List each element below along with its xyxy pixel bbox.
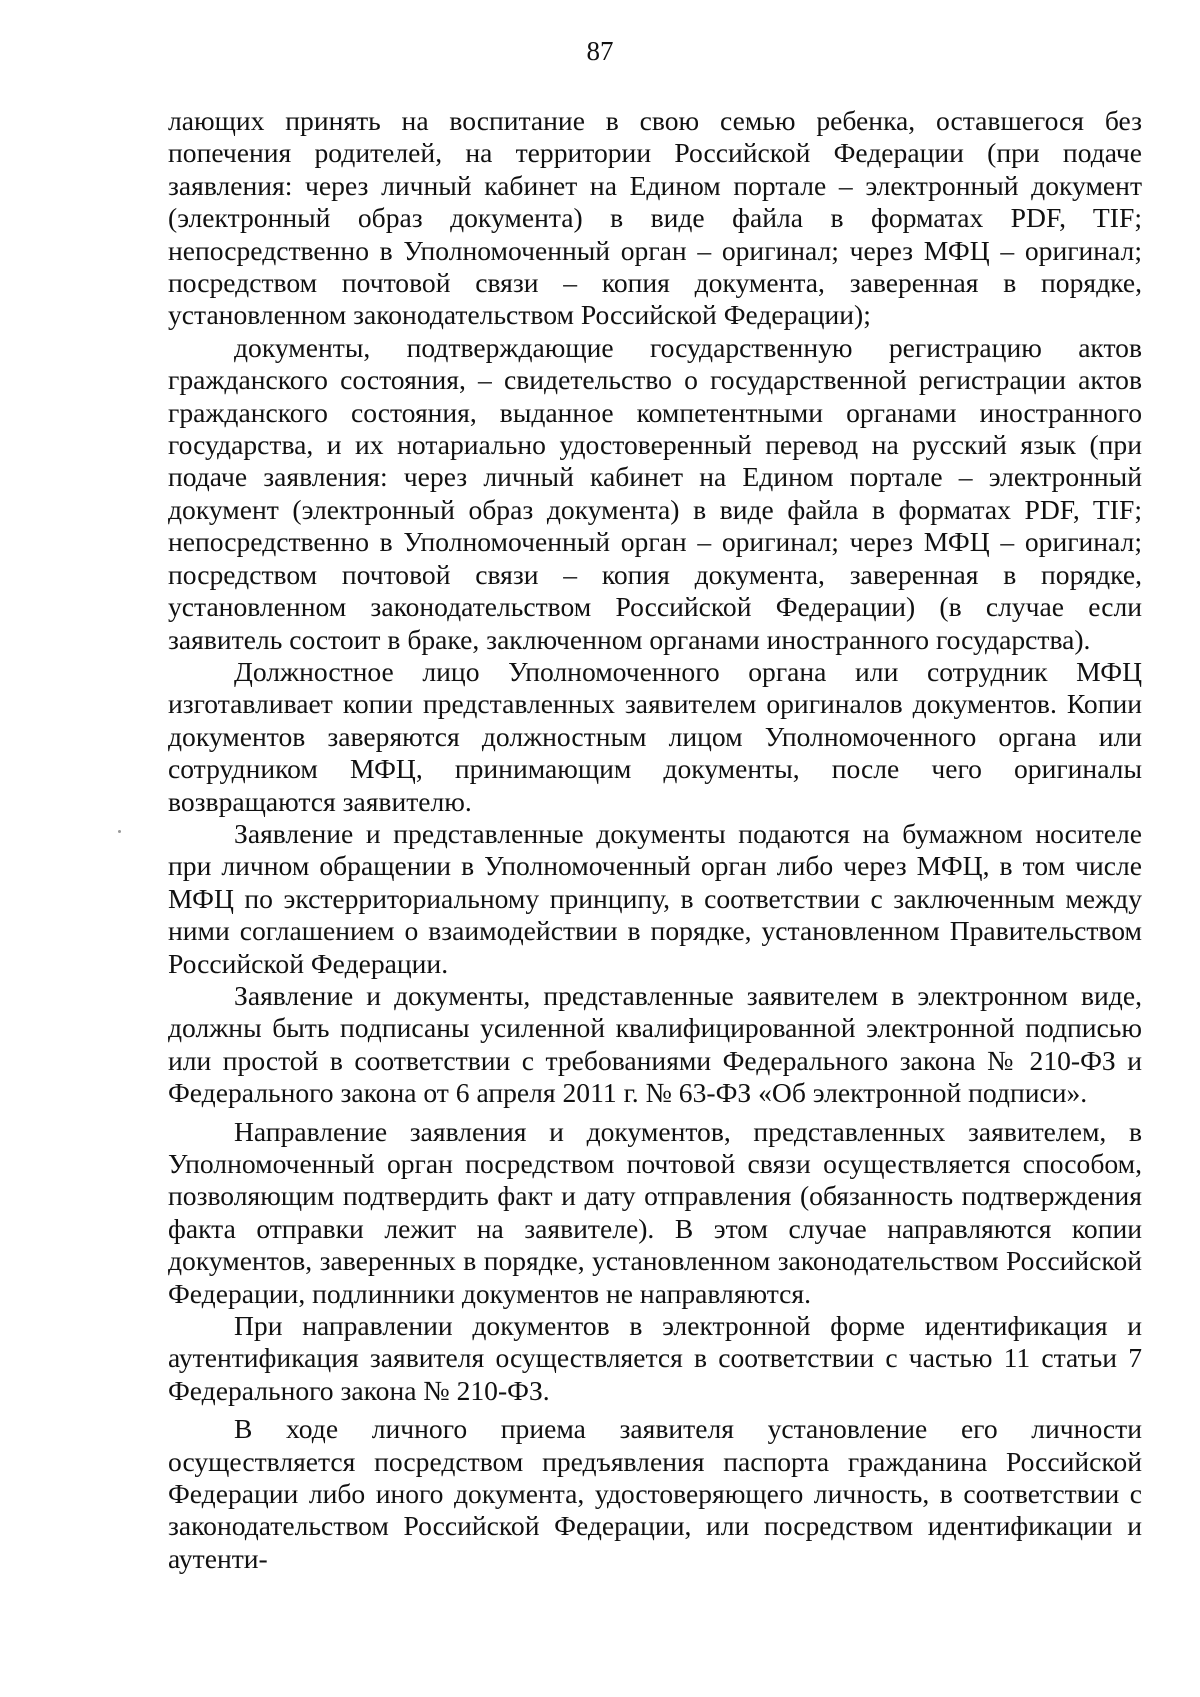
document-body: [168, 105, 1142, 1575]
paragraph-8: В ходе личного приема заявителя установление его личности осуществляется посредством предъявления паспорта гражданина Российской Федерации либо иного документа, удостоверяющего личность, в соответствии с законодательством Российской Федерации, или посредством идентификации и аутенти-: [168, 1413, 1142, 1574]
paragraph-5: Заявление и документы, представленные заявителем в электронном виде, должны быть подписаны усиленной квалифицированной электронной подписью или простой в соответствии с требованиями Федерального закона № 210-ФЗ и Федерального закона от 6 апреля 2011 г. № 63-ФЗ «Об электронной подписи».: [168, 979, 1142, 1109]
paragraph-1: лающих принять на воспитание в свою семью ребенка, оставшегося без попечения родителей, на территории Российской Федерации (при подаче заявления: через личный кабинет на Едином портале – электронный документ (электронный образ документа) в виде файла в форматах PDF, TIF; непосредственно в Уполномоченный орган – оригинал; через МФЦ – оригинал; посредством почтовой связи – копия документа, заверенная в порядке, установленном законодательством Российской Федерации);: [168, 105, 1142, 331]
paragraph-3: Должностное лицо Уполномоченного органа или сотрудник МФЦ изготавливает копии представленных заявителем оригиналов документов. Копии документов заверяются должностным лицом Уполномоченного органа или сотрудником МФЦ, принимающим документы, после чего оригиналы возвращаются заявителю.: [168, 655, 1142, 817]
page-number: 87: [586, 36, 614, 66]
paragraph-4: Заявление и представленные документы подаются на бумажном носителе при личном обращении в Уполномоченный орган либо через МФЦ, в том числе МФЦ по экстерриториальному принципу, в соответствии с заключенным между ними соглашением о взаимодействии в порядке, установленном Правительством Российской Федерации.: [168, 817, 1142, 979]
paragraph-2: документы, подтверждающие государственную регистрацию актов гражданского состояния, – свидетельство о государственной регистрации актов гражданского состояния, выданное компетентными органами иностранного государства, и их нотариально удостоверенный перевод на русский язык (при подаче заявления: через личный кабинет на Едином портале – электронный документ (электронный образ документа) в виде файла в форматах PDF, TIF; непосредственно в Уполномоченный орган – оригинал; через МФЦ – оригинал; посредством почтовой связи – копия документа, заверенная в порядке, установленном законодательством Российской Федерации) (в случае если заявитель состоит в браке, заключенном органами иностранного государства).: [168, 331, 1142, 655]
paragraph-7: При направлении документов в электронной форме идентификация и аутентификация заявителя осуществляется в соответствии с частью 11 статьи 7 Федерального закона № 210-ФЗ.: [168, 1310, 1142, 1406]
scan-speck: [118, 830, 121, 833]
paragraph-6: Направление заявления и документов, представленных заявителем, в Уполномоченный орган посредством почтовой связи осуществляется способом, позволяющим подтвердить факт и дату отправления (обязанность подтверждения факта отправки лежит на заявителе). В этом случае направляются копии документов, заверенных в порядке, установленном законодательством Российской Федерации, подлинники документов не направляются.: [168, 1115, 1142, 1309]
